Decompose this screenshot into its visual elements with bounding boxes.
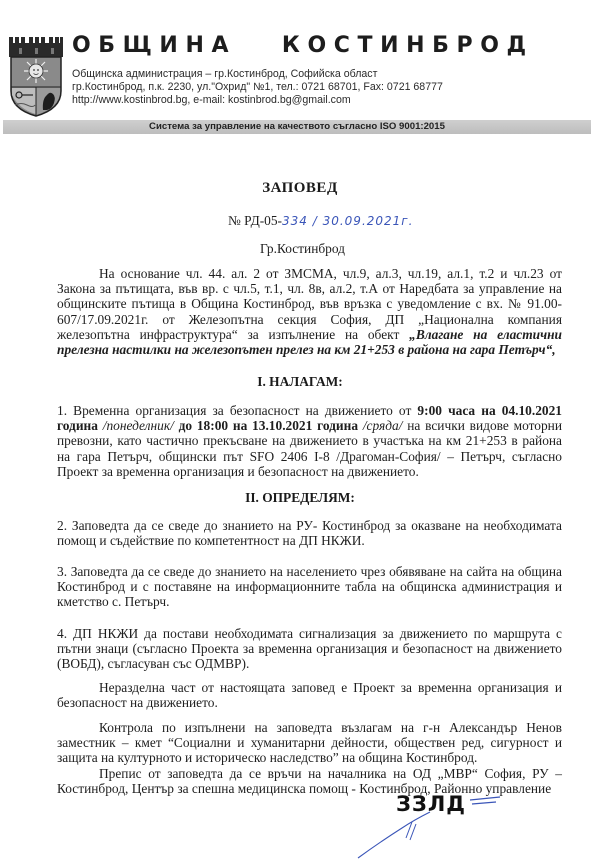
number-prefix: № РД-05- <box>228 213 283 228</box>
preamble-object: „Влагане на еластични прелезна настилки на железопътен прелез на км 21+253 в района на гара Петърч“, <box>57 326 562 358</box>
organization-contacts <box>72 68 443 107</box>
item-1-text-b: на всички видове моторни превозни, като частично прекъсване на движението в участъка на км 21+253 в района на гара Петърч, общински път SFO 2406 I-8 /Драгоман-София/ – Петърч, съгласно Проект за временна организация и безопасност на движението. <box>57 418 562 479</box>
section-2-heading: II. ОПРЕДЕЛЯМ: <box>245 490 355 505</box>
redaction-mark: ЗЗЛД <box>396 792 466 816</box>
item-1-day-end: /сряда/ <box>358 418 403 434</box>
integral-part-paragraph: Неразделна част от настоящата заповед е Проект за временна организация и безопасност на движението. <box>57 680 562 711</box>
item-3: 3. Заповедта да се сведе до знанието на населението чрез обявяване на сайта на община Костинброд и с поставяне на информационните табла на общинска администрация и кметство с. Петърч. <box>57 564 562 610</box>
item-1-day-start: /понеделник/ <box>97 418 179 434</box>
document-title: ЗАПОВЕД <box>262 180 338 196</box>
copy-distribution-paragraph: Препис от заповедта да се връчи на началника на ОД „МВР“ София, РУ – Костинброд, Център за спешна медицинска помощ - Костинброд, Районно управление <box>57 766 562 797</box>
address-line-2: гр.Костинброд, п.к. 2230, ул."Охрид" №1, тел.: 0721 68701, Fax: 0721 68777 <box>72 81 443 93</box>
organization-name: ОБЩИНА КОСТИНБРОД <box>72 33 534 58</box>
iso-banner: Система за управление на качеството съгласно ISO 9001:2015 <box>3 120 591 134</box>
section-1-heading: I. НАЛАГАМ: <box>257 374 343 389</box>
preamble-text: На основание чл. 44. ал. 2 от ЗМСМА, чл.9, ал.3, чл.19, ал.1, т.2 и чл.23 от Закона за пътищата, във вр. с чл.5, т.1, чл. 8в, ал.2, т.А от Наредбата за управление на общинските пътища в Община Костинброд, във връзка с уведомление с вх. № 91.00-607/17.09.2021г. от Железопътна секция София, ДП „Национална компания железопътна инфраструктура“ за изпълнение на обект <box>57 266 562 342</box>
item-1 <box>57 403 562 479</box>
item-1-end: до 18:00 на 13.10.2021 година <box>178 418 359 434</box>
web-email-line: http://www.kostinbrod.bg, e-mail: kostinbrod.bg@gmail.com <box>72 94 351 106</box>
address-line-1: Общинска администрация – гр.Костинброд, Софийска област <box>72 68 378 80</box>
document-number <box>228 213 413 229</box>
preamble-paragraph <box>57 266 562 357</box>
item-2: 2. Заповедта да се сведе до знанието на РУ- Костинброд за оказване на необходимата помощ и съдействие по компетентност на ДП НКЖИ. <box>57 518 562 549</box>
item-4: 4. ДП НКЖИ да постави необходимата сигнализация за движението по маршрута с пътни знаци (съгласно Проекта за временна организация и безопасност на движението (ВОБД), съгласуван със ОДМВР). <box>57 626 562 672</box>
handwritten-number-date: 334 / 30.09.2021г. <box>282 214 414 228</box>
item-1-start: 9:00 часа на 04.10.2021 година <box>57 403 563 434</box>
control-paragraph: Контрола по изпълнени на заповедта възлагам на г-н Александър Ненов заместник – кмет “Социални и хуманитарни дейности, обществен ред, сигурност и защита на културното и историческо наследство” на община Костинброд. <box>57 720 562 766</box>
city-line: Гр.Костинброд <box>260 241 345 256</box>
item-1-text-a: 1. Временна организация за безопасност на движението от <box>57 403 418 418</box>
coat-of-arms-logo <box>7 35 65 117</box>
